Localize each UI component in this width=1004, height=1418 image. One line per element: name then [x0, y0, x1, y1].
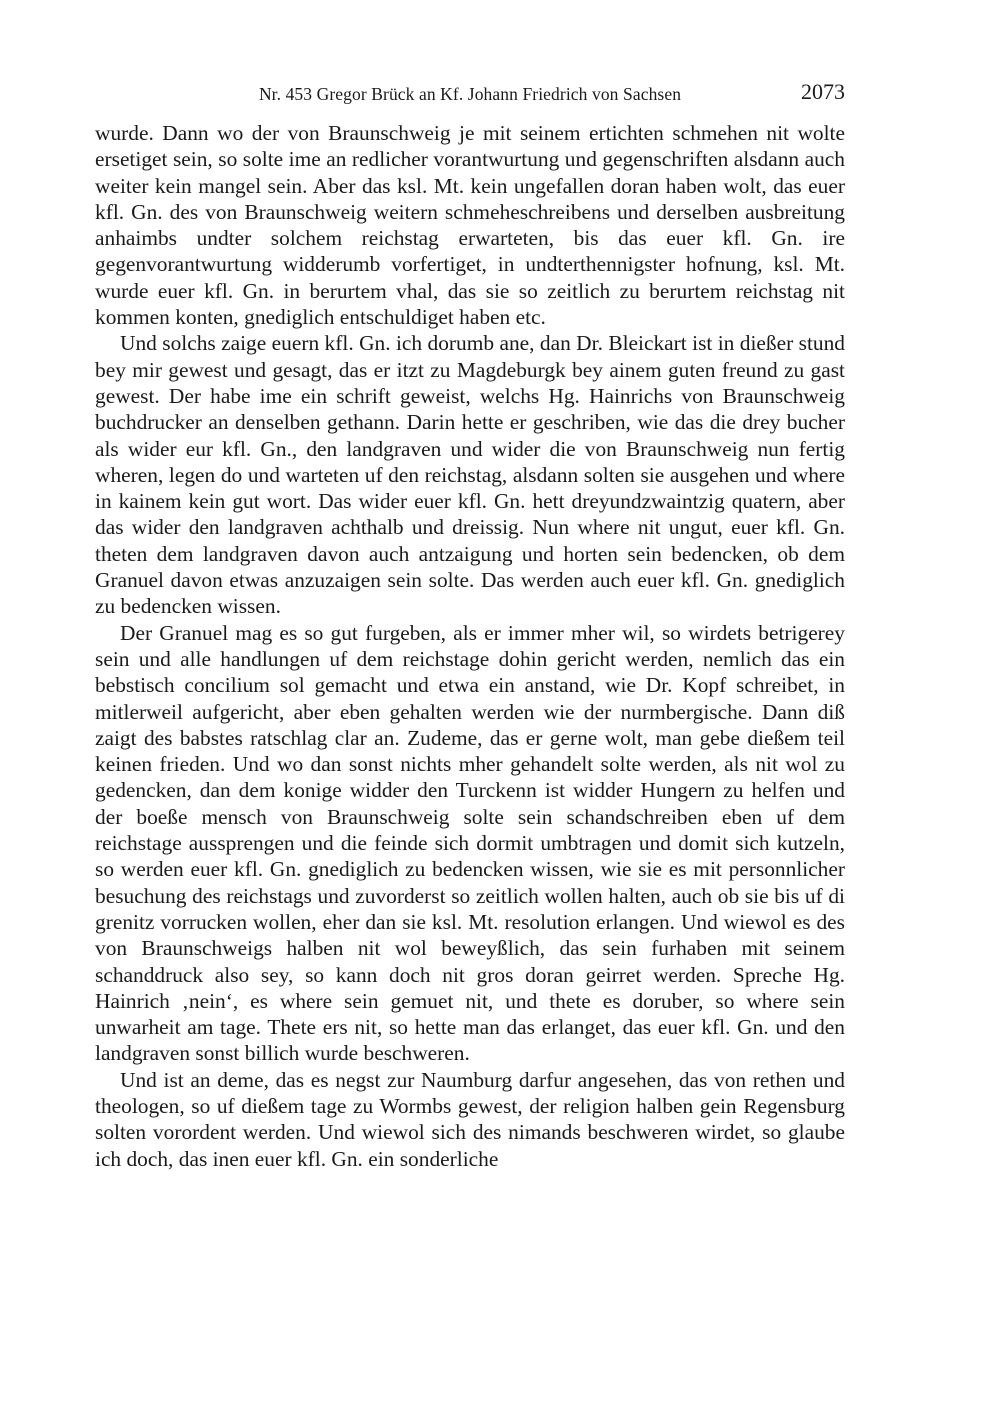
running-head: Nr. 453 Gregor Brück an Kf. Johann Friedrich von Sachsen — [258, 84, 682, 104]
paragraph: wurde. Dann wo der von Braunschweig je mit seinem ertichten schmehen nit wolte ersetiget sein, so solte ime an redlicher vorantwurtung und gegenschriften alsdann auch weiter kein mangel sein. Aber das ksl. Mt. kein ungefallen doran haben wolt, das euer kfl. Gn. des von Braunschweig weitern schmeheschreibens und derselben ausbreitung anhaimbs undter solchem reichstag erwarteten, bis das euer kfl. Gn. ire gegenvorantwurtung widderumb vorfertiget, in undterthennigster hofnung, ksl. Mt. wurde euer kfl. Gn. in berurtem vhal, das sie so zeitlich zu berurtem reichstag nit kommen konten, gnediglich entschuldiget haben etc. — [95, 121, 845, 330]
paragraph: Der Granuel mag es so gut furgeben, als er immer mher wil, so wirdets betrigerey sein und alle handlungen uf dem reichstage dohin gericht werden, nemlich das ein bebstisch concilium sol gemacht und etwa ein anstand, wie Dr. Kopf schreibet, in mitlerweil aufgericht, aber eben gehalten werden wie der nurmbergische. Dann diß zaigt des babstes ratschlag clar an. Zudeme, das er gerne wolt, man gebe dießem teil keinen frieden. Und wo dan sonst nichts mher gehandelt solte werden, als nit wol zu gedencken, dan dem konige widder den Turckenn ist widder Hungern zu helfen und der boeße mensch von Braunschweig solte sein schandschreiben eben uf dem reichstage aussprengen und die feinde sich dormit umbtragen und domit sich kutzeln, so werden euer kfl. Gn. gnediglich zu bedencken wissen, wie sie es mit personnlicher besuchung des reichstags und zuvorderst so zeitlich wollen halten, auch ob sie bis uf di grenitz vorrucken wollen, eher dan sie ksl. Mt. resolution erlangen. Und wiewol es des von Braunschweigs halben nit wol beweyßlich, das sein furhaben mit seinem schanddruck also sey, so kann doch nit gros doran geirret werden. Spreche Hg. Hainrich ‚nein‘, es where sein gemuet nit, und thete es doruber, so where sein unwarheit am tage. Thete ers nit, so hette man das erlanget, das euer kfl. Gn. und den landgraven sonst billich wurde beschweren. — [95, 620, 845, 1066]
page-number: 2073 — [801, 79, 845, 104]
paragraph: Und solchs zaige euern kfl. Gn. ich dorumb ane, dan Dr. Bleickart ist in dießer stund bey mir gewest und gesagt, das er itzt zu Magdeburgk bey ainem guten freund zu gast gewest. Der habe ime ein schrift geweist, welchs Hg. Hainrichs von Braunschweig buchdrucker an denselben gethann. Darin hette er geschriben, wie das die drey bucher als wider eur kfl. Gn., den landgraven und wider die von Braunschweig nun fertig wheren, legen do und warteten uf den reichstag, alsdann solten sie ausgehen und where in kainem kein gut wort. Das wider euer kfl. Gn. hett dreyundzwaintzig quatern, aber das wider den landgraven achthalb und dreissig. Nun where nit ungut, euer kfl. Gn. theten dem landgraven davon auch antzaigung und horten sein bedencken, ob dem Granuel davon etwas anzuzaigen sein solte. Das werden auch euer kfl. Gn. gnediglich zu bedencken wissen. — [95, 331, 845, 619]
page-header — [95, 78, 845, 108]
paragraph: Und ist an deme, das es negst zur Naumburg darfur angesehen, das von rethen und theologen, so uf dießem tage zu Wormbs gewest, der religion halben gein Regensburg solten vorordent werden. Und wiewol sich des nimands beschweren wirdet, so glaube ich doch, das inen euer kfl. Gn. ein sonderliche — [95, 1067, 845, 1171]
body-text — [95, 120, 845, 1172]
